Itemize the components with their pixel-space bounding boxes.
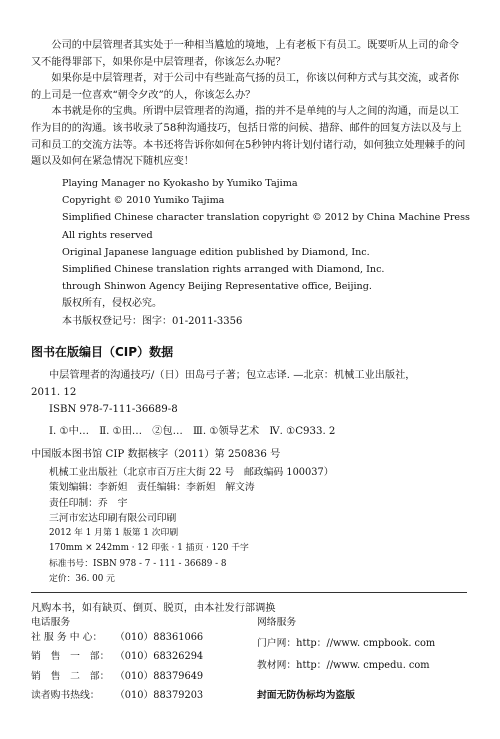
translation-rights-line: Simplified Chinese translation rights arranged with Diamond, Inc. (62, 264, 385, 276)
contact-row-label: 销 售 二 部： (31, 671, 110, 682)
textbook-site-link[interactable]: 教材网：http：//www. cmpedu. com (257, 660, 430, 671)
contact-row-phone: （010）68326294 (115, 651, 204, 662)
exchange-notice: 凡购本书，如有缺页、倒页、脱页，由本社发行部调换 (31, 603, 276, 614)
rights-statement: 版权所有，侵权必究。 (62, 298, 162, 310)
publisher-address: 机械工业出版社（北京市百万庄大街 22 号 邮政编码 100037） (49, 467, 334, 478)
agency-line: through Shinwon Agency Beijing Representative office, Beijing. (62, 281, 372, 293)
cip-data (31, 368, 471, 464)
cip-title-line: 中层管理者的沟通技巧/（日）田岛弓子著；包立志译. —北京：机械工业出版社， (49, 370, 416, 381)
contact-row-phone: （010）88361066 (115, 632, 204, 643)
cip-subject-headings: Ⅰ. ①中… Ⅱ. ①田… ②包… Ⅲ. ①领导艺术 Ⅳ. ①C933. 2 (49, 426, 336, 438)
book-blurb (31, 38, 467, 171)
translation-copyright-line: Simplified Chinese character translation copyright © 2012 by China Machine Press (62, 212, 470, 224)
blurb-paragraph-1: 公司的中层管理者其实处于一种相当尴尬的境地，上有老板下有员工。既要听从上司的命令又不能得罪部下，如果你是中层管理者，你该怎么办呢？ (31, 40, 459, 68)
blurb-paragraph-3: 本书就是你的宝典。所谓中层管理者的沟通，指的并不是单纯的与人之间的沟通，而是以工作为目的的沟通。该书收录了58种沟通技巧，包括日常的问候、措辞、邮件的回复方法以及与上司和员工的交流方法等。本书还将告诉你如何在5秒钟内将计划付诸行动，如何独立处理棘手的问题以及如何在紧急情况下随机应变！ (31, 106, 466, 168)
format-line: 170mm × 242mm · 12 印张 · 1 插页 · 120 千字 (49, 543, 249, 554)
rights-reserved-line: All rights reserved (62, 229, 153, 241)
cip-record-number: 中国版本图书馆 CIP 数据核字（2011）第 250836 号 (31, 449, 281, 461)
original-edition-line: Original Japanese language edition published by Diamond, Inc. (62, 246, 370, 258)
contact-row-label: 社 服 务 中 心： (31, 632, 103, 643)
price-line: 定价：36. 00 元 (49, 574, 115, 585)
web-service-heading: 网络服务 (257, 617, 297, 628)
publication-info (31, 465, 471, 587)
registration-number: 本书版权登记号：图字：01-2011-3356 (62, 315, 243, 327)
contact-row-phone: （010）88379649 (115, 671, 204, 682)
isbn-line: 标准书号：ISBN 978 - 7 - 111 - 36689 - 8 (49, 558, 227, 569)
original-title-line: Playing Manager no Kyokasho by Yumiko Tajima (62, 178, 298, 189)
cip-isbn: ISBN 978-7-111-36689-8 (49, 403, 178, 415)
cip-heading: 图书在版编目（CIP）数据 (31, 345, 174, 359)
anti-counterfeit-notice: 封面无防伪标均为盗版 (257, 690, 355, 701)
editors-line: 策划编辑：李新妲 责任编辑：李新妲 解文涛 (49, 482, 255, 494)
portal-site-link[interactable]: 门户网：http：//www. cmpbook. com (257, 638, 436, 649)
edition-line: 2012 年 1 月第 1 版第 1 次印刷 (49, 528, 179, 539)
contact-row-label: 销 售 一 部： (31, 651, 110, 662)
contact-row-label: 读者购书热线： (31, 690, 100, 701)
copyright-notice (62, 175, 470, 330)
blurb-paragraph-2: 如果你是中层管理者，对于公司中有些趾高气扬的员工，你该以何种方式与其交流，或者你的上司是一位喜欢“朝令夕改”的人，你该怎么办？ (31, 73, 459, 101)
section-divider (31, 592, 467, 593)
cip-year: 2011. 12 (31, 386, 77, 398)
phone-service-heading: 电话服务 (31, 617, 71, 628)
print-manager-line: 责任印制：乔 宇 (49, 497, 128, 509)
printer-line: 三河市宏达印刷有限公司印刷 (49, 512, 177, 524)
contact-row-phone: （010）88379203 (115, 690, 204, 701)
copyright-line: Copyright © 2010 Yumiko Tajima (62, 195, 225, 207)
